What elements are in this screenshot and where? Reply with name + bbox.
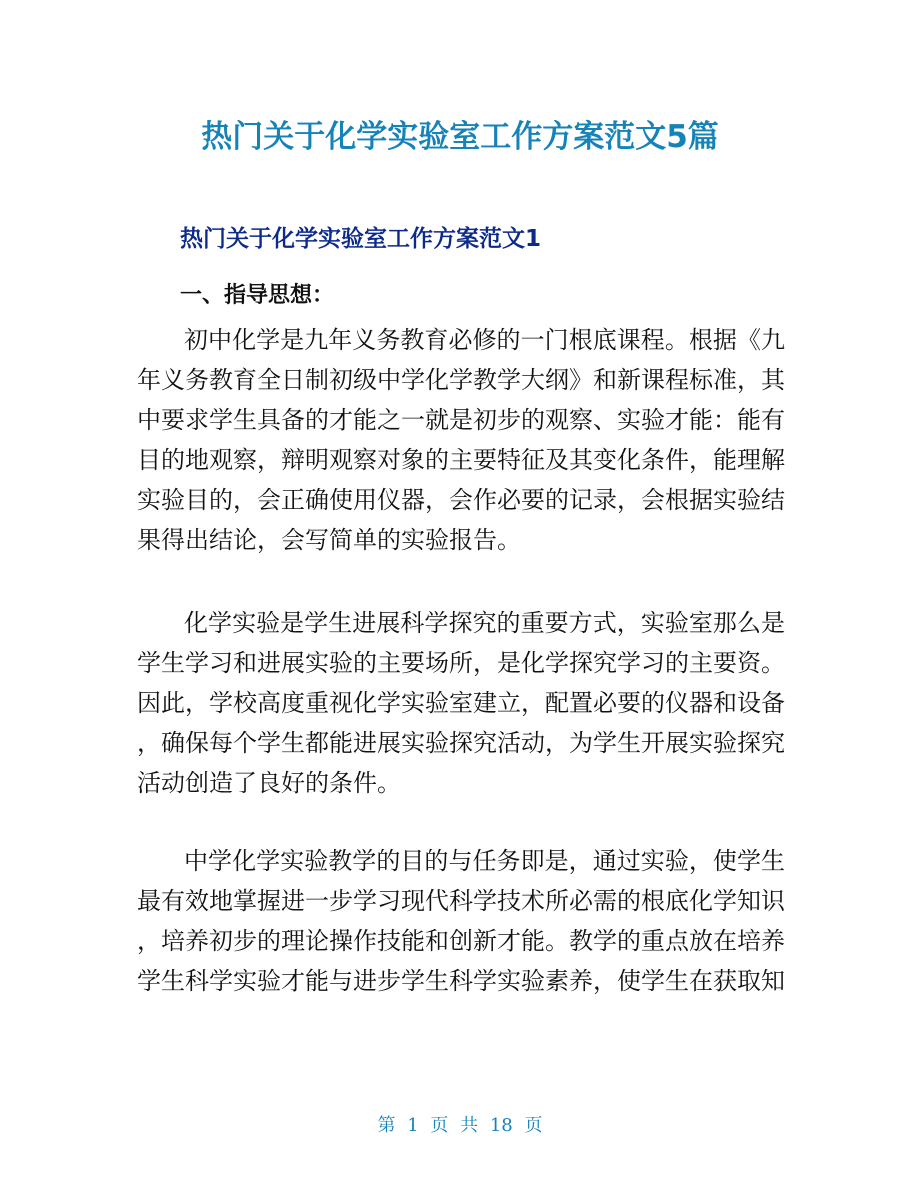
body-line: 果得出结论，会写简单的实验报告。: [137, 526, 521, 554]
body-line: 学生学习和进展实验的主要场所，是化学探究学习的主要资。: [137, 649, 785, 677]
body-line: 最有效地掌握进一步学习现代科学技术所必需的根底化学知识: [137, 887, 785, 915]
body-line: 化学实验是学生进展科学探究的重要方式，实验室那么是: [184, 609, 785, 637]
body-line: 因此，学校高度重视化学实验室建立，配置必要的仪器和设备: [137, 689, 785, 717]
body-line: ，培养初步的理论操作技能和创新才能。教学的重点放在培养: [137, 927, 785, 955]
body-line: 目的地观察，辩明观察对象的主要特征及其变化条件，能理解: [137, 446, 785, 474]
sub-heading-guiding-ideology: 一、指导思想：: [180, 283, 335, 308]
section-title: 热门关于化学实验室工作方案范文1: [180, 226, 542, 252]
body-line: 中学化学实验教学的目的与任务即是，通过实验，使学生: [184, 847, 785, 875]
body-line: 活动创造了良好的条件。: [137, 769, 401, 797]
body-line: 学生科学实验才能与进步学生科学实验素养，使学生在获取知: [137, 967, 785, 995]
body-line: 年义务教育全日制初级中学化学教学大纲》和新课程标准，其: [137, 366, 785, 394]
document-title: 热门关于化学实验室工作方案范文5篇: [201, 119, 719, 155]
body-line: 实验目的，会正确使用仪器，会作必要的记录，会根据实验结: [137, 486, 785, 514]
body-line: 中要求学生具备的才能之一就是初步的观察、实验才能：能有: [137, 406, 785, 434]
body-line: 初中化学是九年义务教育必修的一门根底课程。根据《九: [184, 326, 785, 354]
body-line: ，确保每个学生都能进展实验探究活动，为学生开展实验探究: [137, 729, 785, 757]
page-number-footer: 第 1 页 共 18 页: [377, 1115, 543, 1136]
